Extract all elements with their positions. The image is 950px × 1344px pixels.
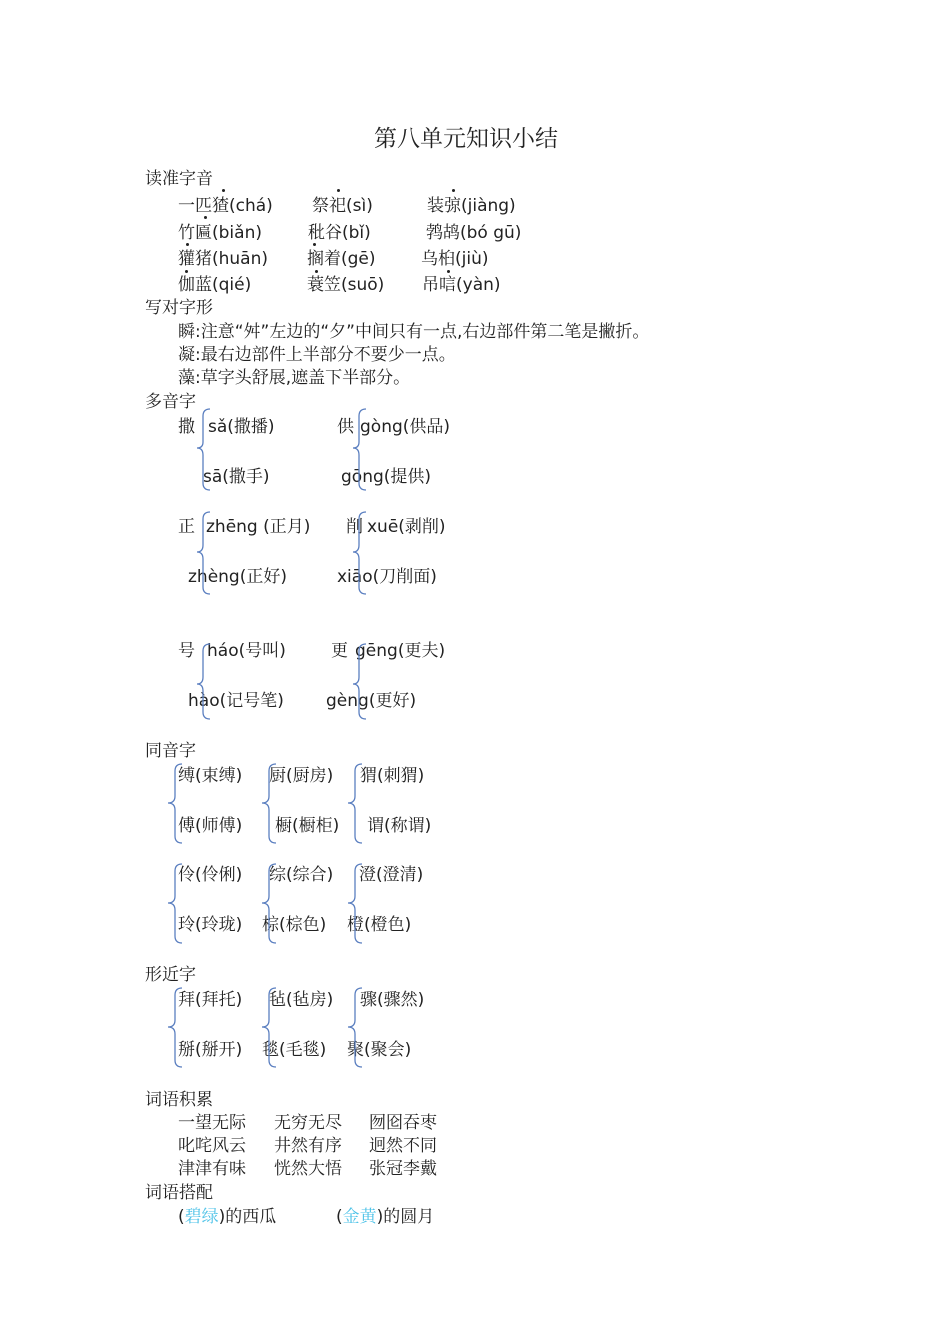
collocation-open: ( (178, 1207, 185, 1227)
collocation-answer: 金黄 (342, 1207, 377, 1227)
homophone-item: 缚(束缚) (178, 766, 243, 786)
polyphonic-reading: sā(撒手) (203, 467, 270, 487)
polyphonic-reading: xiāo(刀削面) (337, 567, 437, 587)
section-heading-homophones: 同音字 (145, 741, 196, 761)
vocabulary-item: 津津有味 (178, 1159, 246, 1179)
page-title: 第八单元知识小结 (374, 126, 558, 152)
homophone-item: 猬(刺猬) (360, 766, 425, 786)
polyphonic-char: 削 (346, 517, 363, 537)
similar-item: 毡(毡房) (269, 990, 334, 1010)
polyphonic-reading: gòng(供品) (360, 417, 451, 437)
pronunciation-item: 乌桕(jiù) (421, 249, 489, 269)
collocation-item (336, 1206, 434, 1228)
polyphonic-char: 号 (178, 641, 195, 661)
vocabulary-item: 囫囵吞枣 (369, 1113, 437, 1133)
homophone-item: 傅(师傅) (178, 816, 243, 836)
section-heading-pronunciation: 读准字音 (145, 169, 213, 189)
section-heading-polyphonic: 多音字 (145, 392, 196, 412)
polyphonic-reading: sǎ(撒播) (208, 417, 275, 437)
polyphonic-char: 正 (178, 517, 195, 537)
homophone-item: 澄(澄清) (359, 865, 424, 885)
pronunciation-item: 蓑笠(suō) (307, 275, 385, 295)
pronunciation-item: 秕谷(bǐ) (308, 223, 371, 243)
polyphonic-reading: zhèng(正好) (188, 567, 287, 587)
homophone-item: 橱(橱柜) (275, 816, 340, 836)
vocabulary-item: 无穷无尽 (274, 1113, 342, 1133)
collocation-rest: )的西瓜 (218, 1207, 277, 1227)
homophone-item: 谓(称谓) (367, 816, 432, 836)
polyphonic-reading: gēng(更夫) (355, 641, 446, 661)
collocation-answer: 碧绿 (184, 1207, 219, 1227)
homophone-item: 玲(玲珑) (178, 915, 243, 935)
section-heading-similar: 形近字 (145, 965, 196, 985)
pronunciation-item: 伽蓝(qié) (178, 275, 252, 295)
homophone-item: 厨(厨房) (269, 766, 334, 786)
writing-note: 藻:草字头舒展,遮盖下半部分。 (178, 368, 411, 388)
emphasis-dot (337, 189, 340, 192)
polyphonic-reading: xuē(剥削) (367, 517, 446, 537)
homophone-item: 橙(橙色) (347, 915, 412, 935)
emphasis-dot (186, 243, 189, 246)
polyphonic-reading: gèng(更好) (326, 691, 417, 711)
homophone-item: 伶(伶俐) (178, 865, 243, 885)
vocabulary-item: 一望无际 (178, 1113, 246, 1133)
similar-item: 聚(聚会) (347, 1040, 412, 1060)
polyphonic-char: 供 (337, 417, 354, 437)
emphasis-dot (452, 189, 455, 192)
pronunciation-item: 吊唁(yàn) (422, 275, 501, 295)
vocabulary-item: 迥然不同 (369, 1136, 437, 1156)
section-heading-collocation: 词语搭配 (145, 1183, 213, 1203)
pronunciation-item: 竹匾(biǎn) (178, 223, 262, 243)
collocation-item (178, 1206, 276, 1228)
section-heading-writing: 写对字形 (145, 298, 213, 318)
similar-item: 掰(掰开) (178, 1040, 243, 1060)
polyphonic-char: 撒 (178, 417, 195, 437)
similar-item: 毯(毛毯) (262, 1040, 327, 1060)
homophone-item: 棕(棕色) (262, 915, 327, 935)
emphasis-dot (204, 216, 207, 219)
emphasis-dot (315, 270, 318, 273)
similar-item: 拜(拜托) (178, 990, 243, 1010)
vocabulary-item: 张冠李戴 (369, 1159, 437, 1179)
writing-note: 瞬:注意“舛”左边的“夕”中间只有一点,右边部件第二笔是撇折。 (178, 322, 650, 342)
polyphonic-reading: zhēng (正月) (206, 517, 311, 537)
pronunciation-item: 搁着(gē) (307, 249, 376, 269)
pronunciation-item: 装弶(jiàng) (427, 196, 516, 216)
section-heading-vocabulary: 词语积累 (145, 1090, 213, 1110)
pronunciation-item: 一匹猹(chá) (178, 196, 273, 216)
vocabulary-item: 井然有序 (274, 1136, 342, 1156)
polyphonic-reading: gōng(提供) (341, 467, 432, 487)
emphasis-dot (447, 270, 450, 273)
similar-item: 骤(骤然) (360, 990, 425, 1010)
vocabulary-item: 恍然大悟 (274, 1159, 342, 1179)
writing-note: 凝:最右边部件上半部分不要少一点。 (178, 345, 456, 365)
homophone-item: 综(综合) (269, 865, 334, 885)
pronunciation-item: 祭祀(sì) (312, 196, 373, 216)
collocation-open: ( (336, 1207, 343, 1227)
polyphonic-reading: hào(记号笔) (188, 691, 284, 711)
emphasis-dot (222, 189, 225, 192)
pronunciation-item: 獾猪(huān) (178, 249, 269, 269)
emphasis-dot (185, 270, 188, 273)
vocabulary-item: 叱咤风云 (178, 1136, 246, 1156)
pronunciation-item: 鹁鸪(bó gū) (426, 223, 522, 243)
polyphonic-reading: háo(号叫) (207, 641, 286, 661)
emphasis-dot (313, 243, 316, 246)
polyphonic-char: 更 (331, 641, 348, 661)
collocation-rest: )的圆月 (376, 1207, 435, 1227)
